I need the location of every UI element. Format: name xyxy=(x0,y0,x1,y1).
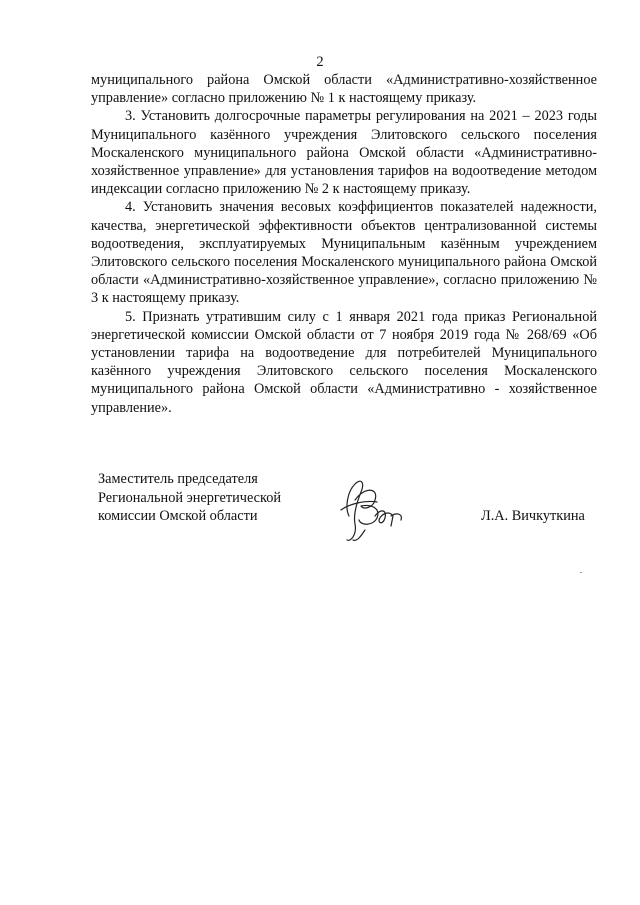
page-number: 2 xyxy=(316,54,324,70)
signer-position-line: Региональной энергетической xyxy=(98,489,282,506)
signer-position xyxy=(98,470,281,526)
signer-position-line: Заместитель председателя xyxy=(98,471,258,487)
paragraph-item-5: 5. Признать утратившим силу с 1 января 2021 года приказ Региональной энергетической комиссии Омской области от 7 ноября 2019 года № 268/69 «Об установлении тарифа на водоотведение для потребителей Муниципального казённого учреждения Элитовского сельского поселения Москаленского муниципального района Омской области «Административно - хозяйственное управление». xyxy=(91,308,597,416)
paragraph-continuation: муниципального района Омской области «Административно-хозяйственное управление» согласно приложению № 1 к настоящему приказу. xyxy=(91,72,597,107)
paragraph-item-3: 3. Установить долгосрочные параметры регулирования на 2021 – 2023 годы Муниципального казённого учреждения Элитовского сельского поселения Москаленского муниципального района Омской области «Административно-хозяйственное управление» для установления тарифов на водоотведение методом индексации согласно приложению № 2 к настоящему приказу. xyxy=(91,108,597,198)
document-body xyxy=(91,71,597,417)
signer-position-line: комиссии Омской области xyxy=(98,508,258,524)
paragraph-item-4: 4. Установить значения весовых коэффициентов показателей надежности, качества, энергетической эффективности объектов централизованной системы водоотведения, эксплуатируемых Муниципальным казённым учреждением Элитовского сельского поселения Москаленского муниципального района Омской области «Административно-хозяйственное управление», согласно приложению № 3 к настоящему приказу. xyxy=(91,199,597,307)
scan-artifact xyxy=(580,572,582,573)
handwritten-signature xyxy=(335,470,415,545)
signer-name: Л.А. Вичкуткина xyxy=(481,508,585,524)
